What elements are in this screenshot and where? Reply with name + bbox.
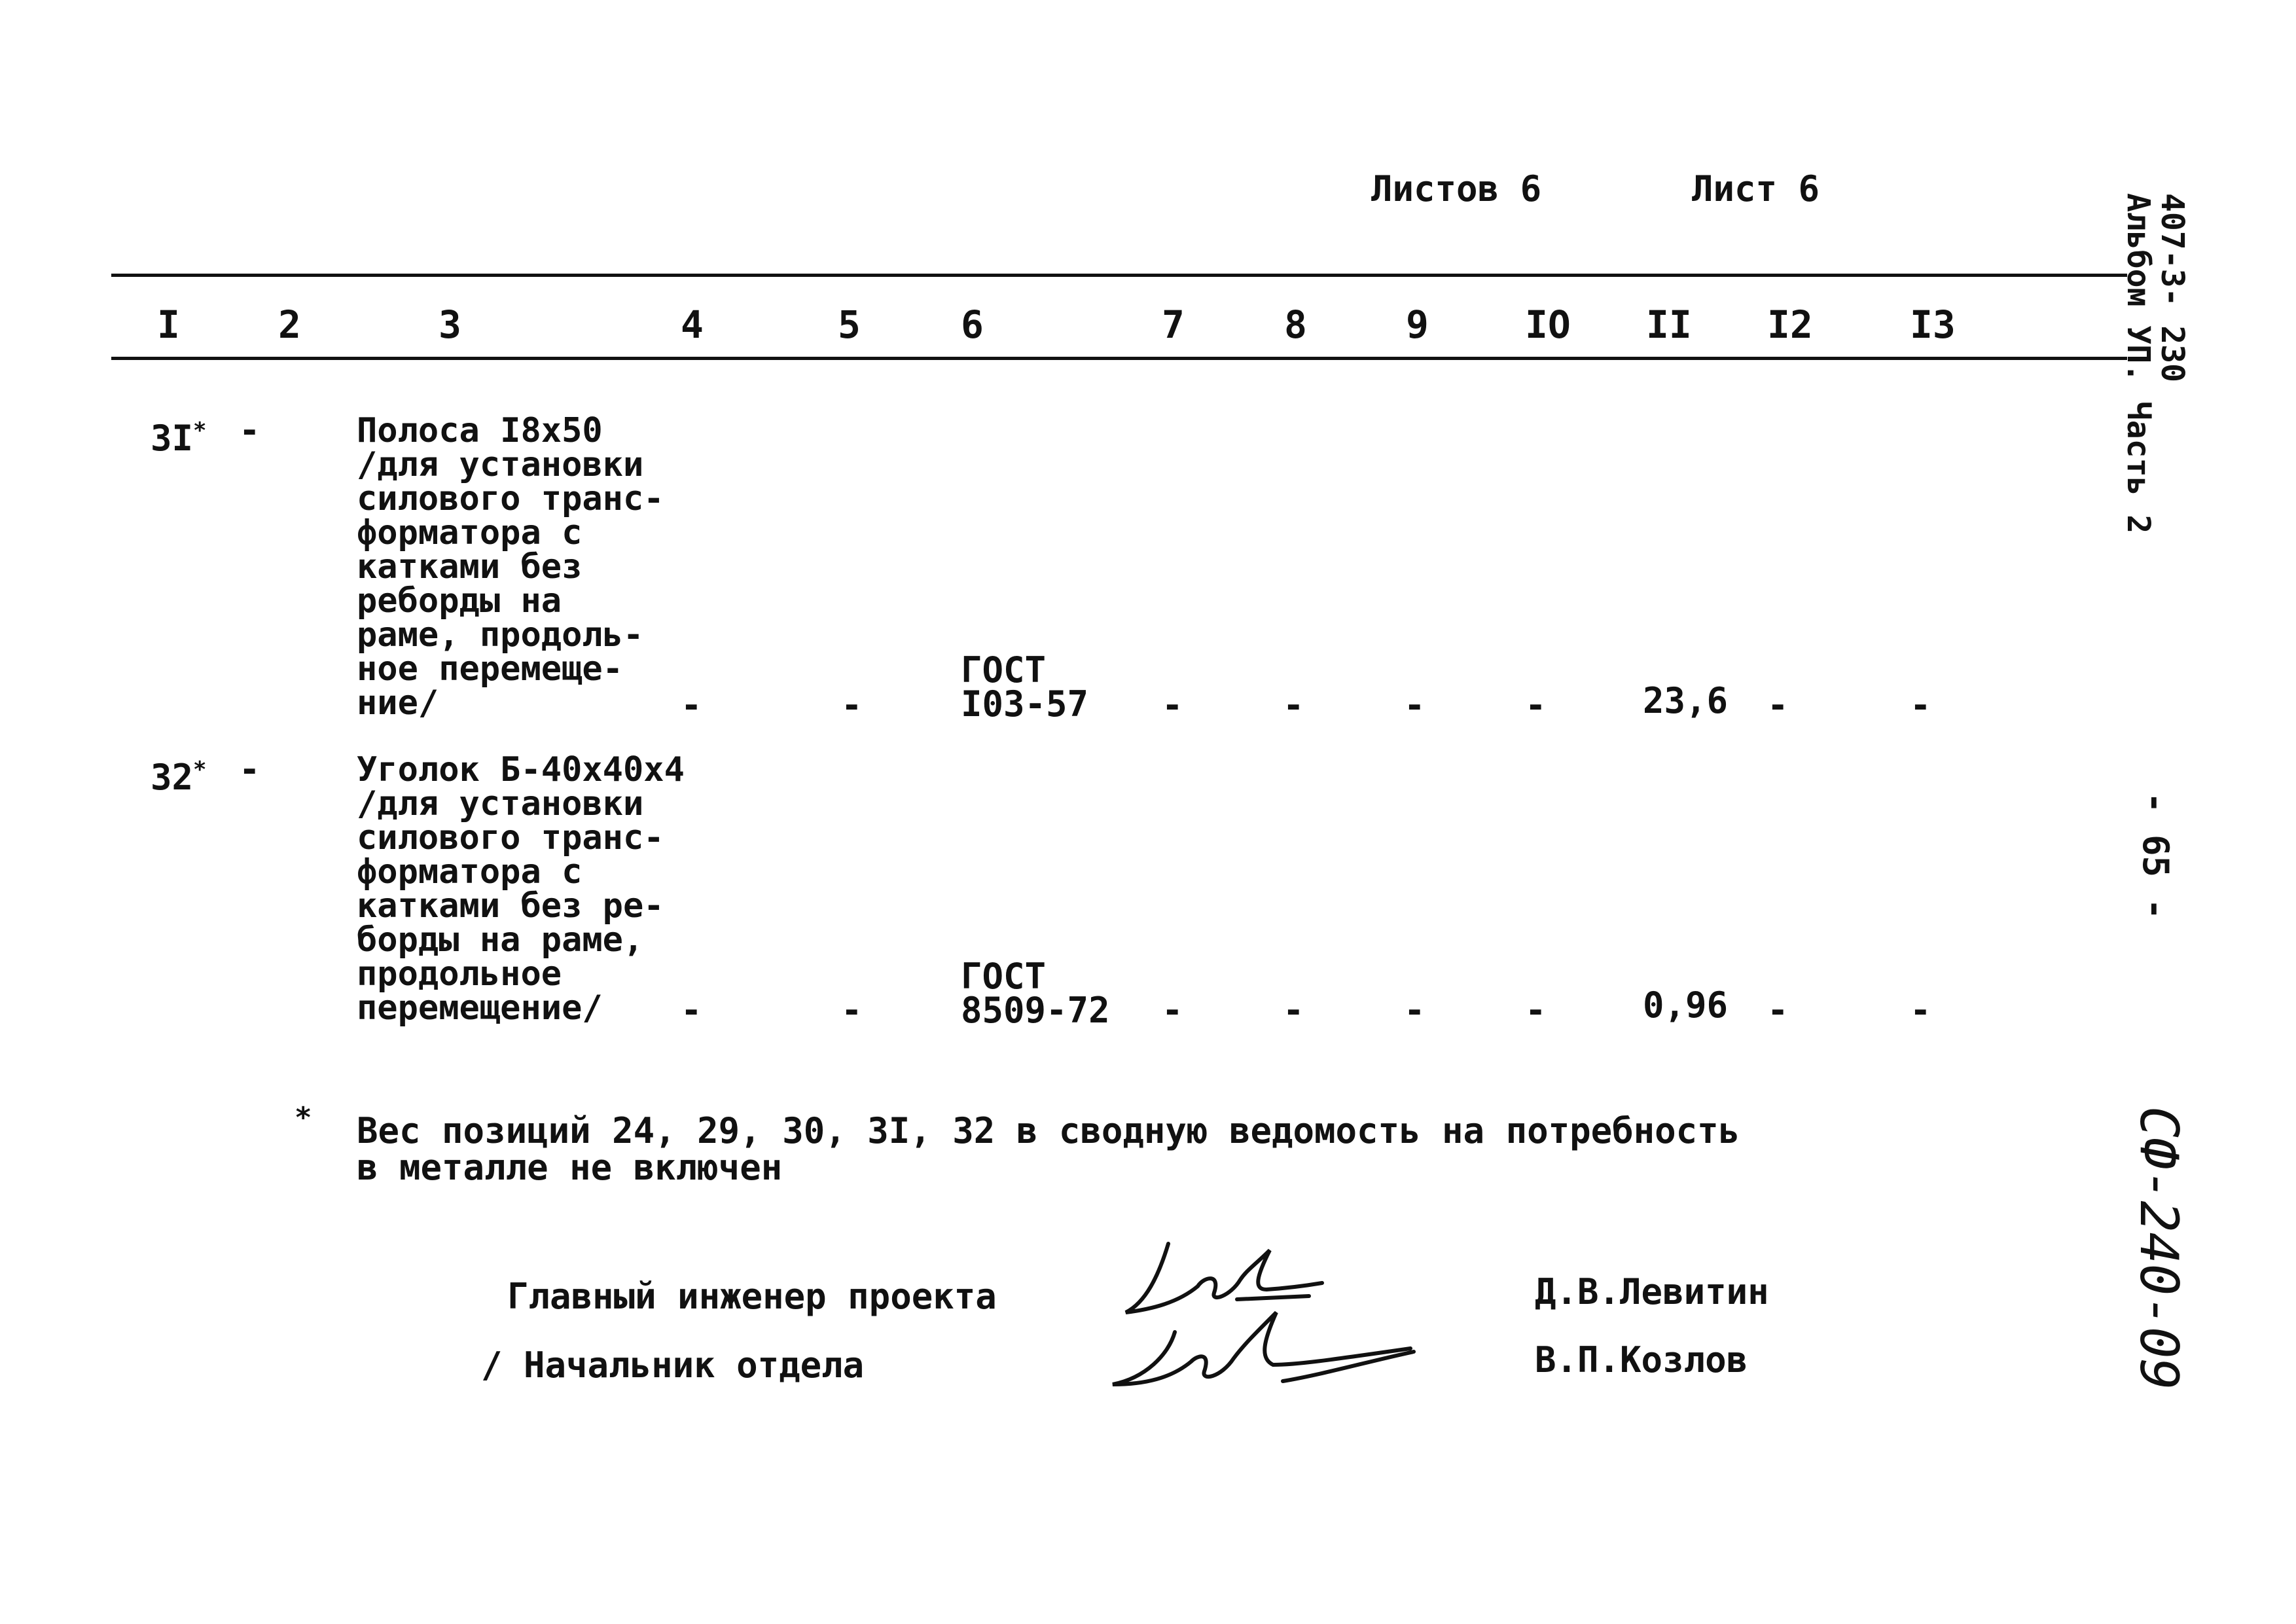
weight-value: 23,6	[1643, 680, 1729, 721]
signatory-name-1: Д.В.Левитин	[1535, 1271, 1769, 1312]
role-department-head: / Начальник отдела	[481, 1344, 865, 1386]
cell-col12: -	[1767, 990, 1789, 1031]
sheet-number: Лист 6	[1692, 168, 1820, 209]
gost-reference: ГОСТ 8509-72	[961, 956, 1110, 1031]
handwritten-signatures	[1106, 1224, 1446, 1420]
col-header: 4	[681, 302, 704, 347]
document-code: СФ-240-09	[2128, 1106, 2189, 1390]
cell-col13: -	[1910, 685, 1931, 726]
weight-value: 0,96	[1643, 984, 1729, 1026]
col-header: 6	[961, 302, 984, 347]
cell-col10: -	[1525, 685, 1547, 726]
gost-reference: ГОСТ I03-57	[961, 649, 1089, 725]
col-header: II	[1646, 302, 1692, 347]
signatory-name-2: В.П.Козлов	[1535, 1339, 1748, 1380]
cell-col13: -	[1910, 990, 1931, 1031]
cell-col9: -	[1404, 990, 1426, 1031]
cell-col7: -	[1162, 685, 1183, 726]
item-description: Полоса I8х50 /для установки силового транс- форматора с катками без реборды на раме, продоль- ное перемеще- ние/	[357, 411, 664, 723]
cell-col8: -	[1283, 990, 1304, 1031]
col-header: I	[157, 302, 180, 347]
cell-col4: -	[681, 685, 702, 726]
col-header: I2	[1767, 302, 1813, 347]
table-top-rule	[111, 274, 2127, 277]
table-header-rule	[111, 357, 2127, 360]
cell-col8: -	[1283, 685, 1304, 726]
cell-col5: -	[841, 685, 863, 726]
position-number: 3I*	[151, 418, 207, 459]
footnote-text: Вес позиций 24, 29, 30, 3I, 32 в сводную ведомость на потребность в металле не включен	[357, 1110, 1740, 1188]
col-header: 7	[1162, 302, 1185, 347]
col-header: 9	[1406, 302, 1429, 347]
cell-col2: -	[239, 410, 260, 451]
col-header: 2	[278, 302, 301, 347]
item-description: Уголок Б-40х40х4 /для установки силового транс- форматора с катками без ре- борды на раме, продольное перемещение/	[357, 750, 685, 1028]
cell-col12: -	[1767, 685, 1789, 726]
cell-col4: -	[681, 990, 702, 1031]
cell-col2: -	[239, 749, 260, 790]
cell-col7: -	[1162, 990, 1183, 1031]
page-number: - 65 -	[2135, 792, 2176, 920]
footnote-mark: *	[295, 1101, 312, 1134]
col-header: 5	[838, 302, 861, 347]
cell-col10: -	[1525, 990, 1547, 1031]
cell-col9: -	[1404, 685, 1426, 726]
col-header: IO	[1525, 302, 1571, 347]
col-header: I3	[1910, 302, 1956, 347]
cell-col5: -	[841, 990, 863, 1031]
position-number: 32*	[151, 757, 207, 798]
sheets-total: Листов 6	[1371, 168, 1542, 209]
col-header: 3	[439, 302, 461, 347]
col-header: 8	[1284, 302, 1307, 347]
album-reference: 407-3- 230 Альбом УП. Часть 2	[2120, 193, 2191, 534]
role-chief-engineer: Главный инженер проекта	[507, 1276, 997, 1317]
